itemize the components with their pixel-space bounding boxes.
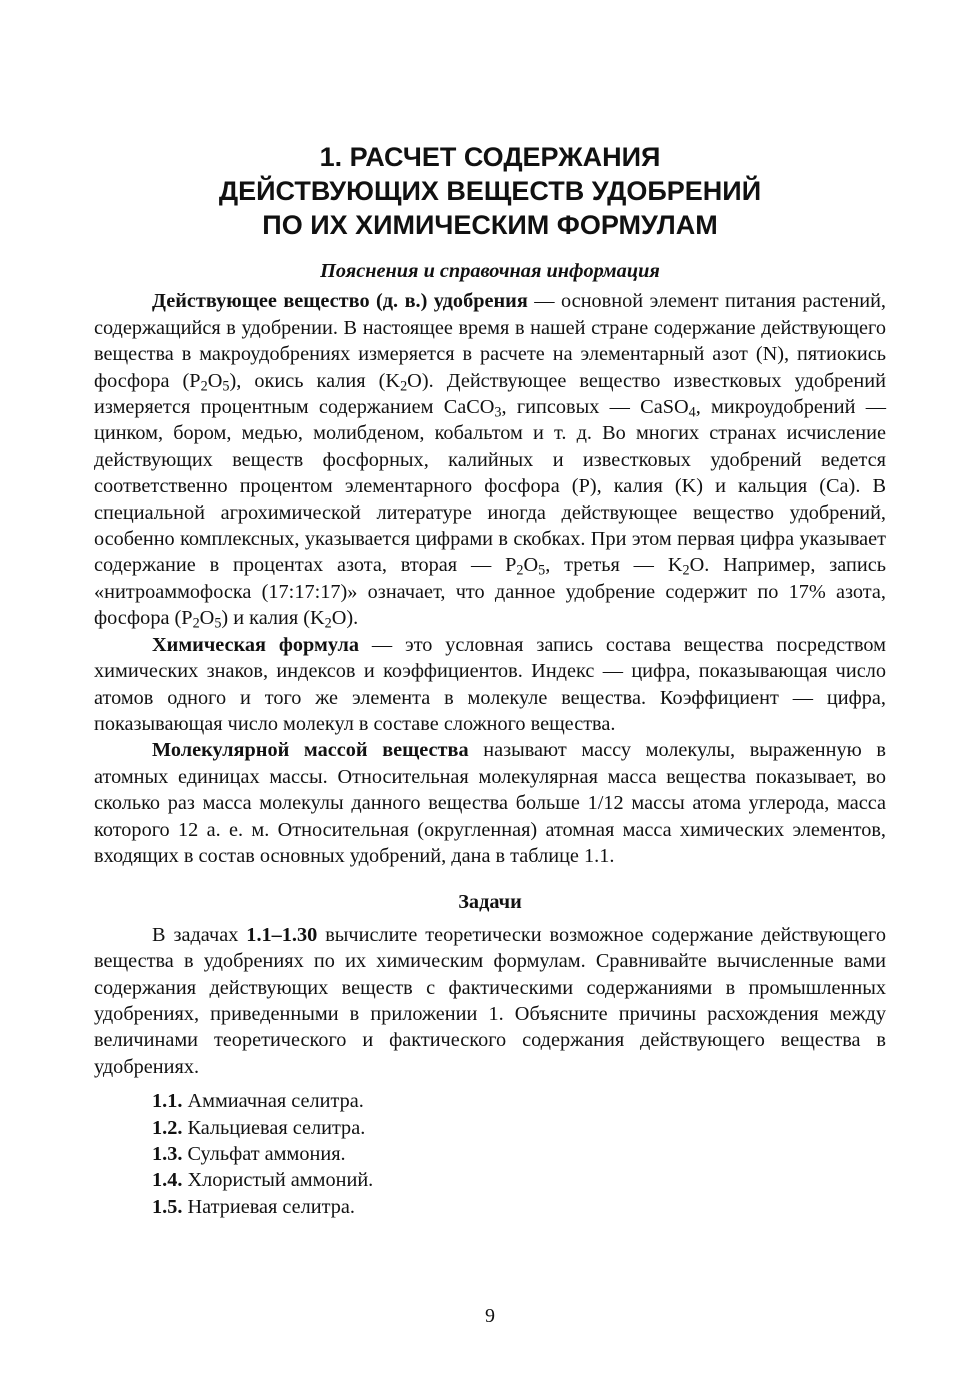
list-item (94, 1167, 886, 1193)
tasks-heading: Задачи (458, 891, 522, 914)
task-number: 1.1. (152, 1090, 183, 1113)
task-number: 1.4. (152, 1169, 183, 1192)
paragraph-molecular-mass: Молекулярной массой вещества называют массу молекулы, выраженную в атомных единицах массы. Относительная молекулярная масса вещества показывает, во сколько раз масса молекулы данного вещества больше 1/12 массы атома углерода, масса которого 12 а. е. м. Относительная (округленная) атомная масса химических элементов, входящих в состав основных удобрений, дана в таблице 1.1. (94, 739, 886, 867)
list-item (94, 1194, 886, 1220)
term-chemical-formula: Химическая формула (152, 633, 359, 656)
page-content (94, 140, 886, 1220)
paragraph-chemical-formula: Химическая формула — это условная запись состава вещества посредством химических знаков, индексов и коэффициентов. Индекс — цифра, показывающая число атомов одного и того же элемента в молекуле вещества. Коэффициент — цифра, показывающая число молекул в составе сложного вещества. (94, 633, 887, 735)
list-item (94, 1141, 886, 1167)
section-subtitle: Пояснения и справочная информация (320, 260, 660, 282)
term-active-substance: Действующее вещество (д. в.) удобрения (152, 290, 528, 313)
paragraph-active-substance: Действующее вещество (д. в.) удобрения — основной элемент питания растений, содержащийся в удобрении. В настоящее время в нашей стране содержание действующего вещества в макроудобрениях измеряется в расчете на элементарный азот (N), пятиокись фосфора $(P_2O_5)$, окись калия $(K_2O)$. Действующее вещество известковых удобрений измеряется процентным содержанием CaCO$_3$, гипсовых — CaSO$_4$, микроудобрений — цинком, бором, медью, молибденом, кобальтом и т. д. Во многих странах исчисление действующих веществ фосфорных, калийных и известковых удобрений ведется соответственно процентом элементарного фосфора (P), калия (K) и кальция (Ca). В специальной агрохимической литературе иногда действующее вещество удобрений, особенно комплексных, указывается цифрами в скобках. При этом первая цифра указывает содержание в процентах азота, вторая — $P_2O_5$, третья — $K_2O$. Например, запись «нитроаммофоска (17:17:17)» означает, что данное удобрение содержит по 17% азота, фосфора $(P_2O_5)$ и калия $(K_2O)$. (94, 290, 886, 632)
list-item (94, 1088, 886, 1114)
task-text: Сульфат аммония. (182, 1143, 346, 1165)
chapter-title-line-2: ДЕЙСТВУЮЩИХ ВЕЩЕСТВ УДОБРЕНИЙ (218, 176, 762, 206)
task-number: 1.2. (152, 1116, 183, 1139)
tasks-range: 1.1–1.30 (246, 923, 318, 946)
chapter-title-line-3: ПО ИХ ХИМИЧЕСКИМ ФОРМУЛАМ (262, 210, 718, 240)
task-number: 1.3. (152, 1143, 183, 1165)
task-number: 1.5. (152, 1195, 183, 1218)
tasks-list (94, 1088, 886, 1220)
paragraph-tasks-intro: В задачах 1.1–1.30 вычислите теоретически возможное содержание действующего вещества в удобрениях по их химическим формулам. Сравнивайте вычисленные вами содержания действующих веществ с фактическими содержаниями в промышленных удобрениях, приведенными в приложении 1. Объясните причины расхождения между величинами теоретического и фактического содержания действующего вещества в удобрениях. (94, 923, 886, 1078)
term-molecular-mass: Молекулярной массой вещества (152, 739, 469, 762)
task-text: Аммиачная селитра. (182, 1090, 364, 1113)
task-text: Кальциевая селитра. (182, 1116, 366, 1139)
chapter-title (94, 140, 886, 242)
chapter-title-line-1: 1. РАСЧЕТ СОДЕРЖАНИЯ (319, 142, 661, 172)
task-text: Натриевая селитра. (182, 1195, 355, 1218)
list-item (94, 1115, 886, 1141)
page-number: 9 (485, 1305, 495, 1327)
task-text: Хлористый аммоний. (182, 1169, 374, 1192)
